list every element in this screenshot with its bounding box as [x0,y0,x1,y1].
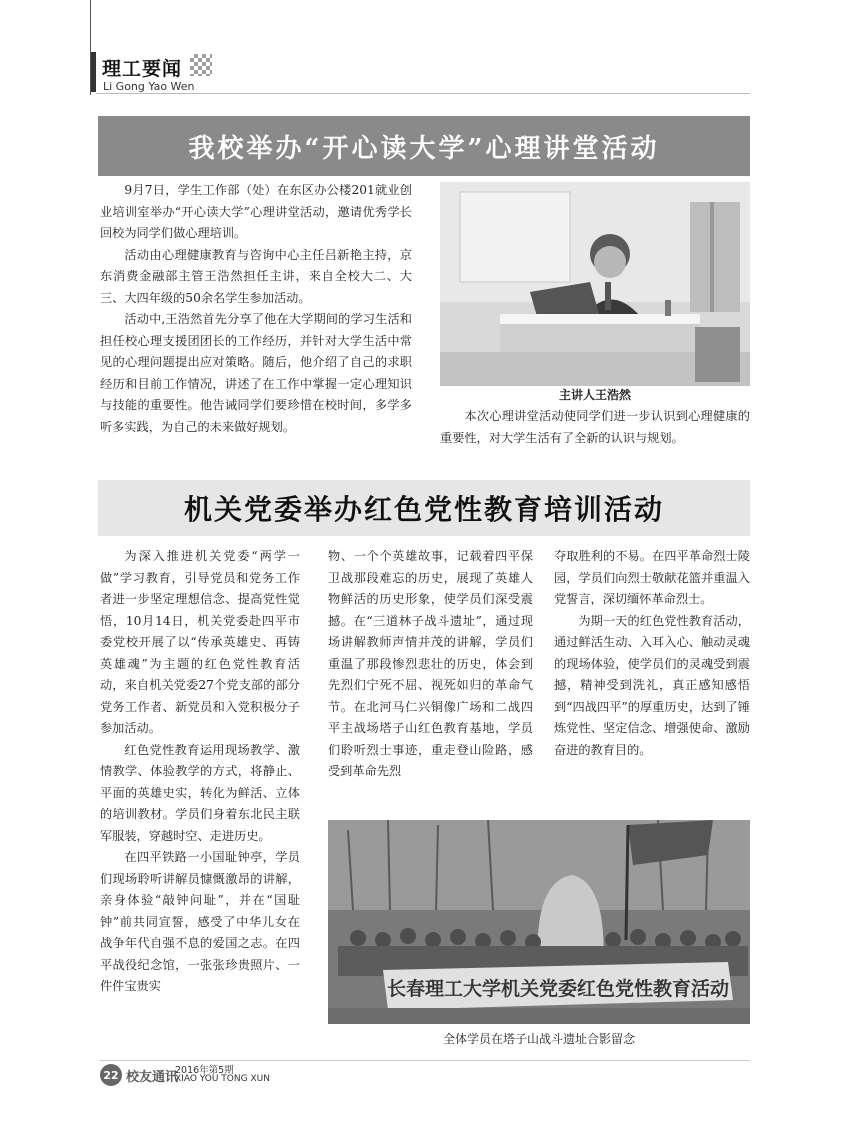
article2-column-1 [100,546,300,998]
speaker-photo [440,182,750,386]
article1-paragraph: 活动中,王浩然首先分享了他在大学期间的学习生活和担任校心理支援团团长的工作经历，并针对大学生活中常见的心理问题提出应对策略。随后，他介绍了自己的求职经历和目前工作情况，讲述了在工作中掌握一定心理知识与技能的重要性。他告诫同学们要珍惜在校时间，多学多听多实践，为自己的未来做好规划。 [100,312,412,434]
magazine-pinyin: XIAO YOU TONG XUN [175,1074,270,1084]
group-photo-banner-text: 长春理工大学机关党委红色党性教育活动 [386,978,730,1000]
article1-body [100,180,412,438]
footer-rule [100,1060,750,1061]
header-rule [96,93,750,94]
article1-conclusion [440,406,750,449]
article2-paragraph: 为深入推进机关党委“两学一做”学习教育，引导党员和党务工作者进一步坚定理想信念、提高党性觉悟，10月14日，机关党委赴四平市委党校开展了以“传承英雄史、再铸英雄魂”为主题的红色党性教育活动，来自机关党委27个党支部的部分党务工作者、新党员和入党积极分子参加活动。 [100,549,300,735]
section-title: 理工要闻 [102,58,183,80]
article2-paragraph: 物、一个个英雄故事，记载着四平保卫战那段难忘的历史，展现了英雄人物鲜活的历史形象，使学员们深受震撼。在“三道林子战斗遗址”，通过现场讲解教师声情并茂的讲解，学员们重温了那段惨烈悲壮的历史，体会到先烈们宁死不屈、视死如归的革命气节。在北河马仁兴铜像广场和二战四平主战场塔子山红色教育基地，学员们聆听烈士事迹，重走登山险路，感受到革命先烈 [328,549,533,778]
magazine-name: 校友通讯 [126,1070,179,1085]
issue-label: 2016年第5期 [175,1065,234,1076]
page-number-badge: 22 [100,1064,122,1086]
article1-conclusion-text: 本次心理讲堂活动使同学们进一步认识到心理健康的重要性，对大学生活有了全新的认识与规划。 [440,409,750,445]
article1-paragraph: 活动由心理健康教育与咨询中心主任吕新艳主持，京东消费金融部主管王浩然担任主讲，来自全校大二、大三、大四年级的50余名学生参加活动。 [100,247,412,305]
article2-column-2 [328,546,533,783]
article2-title: 机关党委举办红色党性教育培训活动 [183,493,664,526]
article2-title-banner [98,480,750,536]
speaker-photo-caption: 主讲人王浩然 [558,388,631,402]
article1-paragraph: 9月7日，学生工作部（处）在东区办公楼201就业创业培训室举办“开心读大学”心理讲堂活动，邀请优秀学长回校为同学们做心理培训。 [100,183,412,240]
section-pinyin: Li Gong Yao Wen [103,80,195,93]
group-photo-caption: 全体学员在塔子山战斗遗址合影留念 [442,1032,635,1046]
article2-paragraph: 为期一天的红色党性教育活动，通过鲜活生动、入耳入心、触动灵魂的现场体验，使学员们的灵魂受到震撼，精神受到洗礼，真正感知感悟到“四战四平”的厚重历史，达到了锤炼党性、坚定信念、增强使命、激励奋进的教育目的。 [554,613,750,757]
group-photo [328,820,750,1024]
article2-column-3 [554,546,750,761]
header-accent-bar [91,52,96,92]
article1-title-banner [98,116,750,176]
article2-paragraph: 红色党性教育运用现场教学、激情教学、体验教学的方式，将静止、平面的英雄史实，转化为鲜活、立体的培训教材。学员们身着东北民主联军服装，穿越时空、走进历史。 [100,742,300,843]
article2-paragraph: 在四平铁路一小国耻钟亭，学员们现场聆听讲解员慷慨激昂的讲解，亲身体验“敲钟问耻”，并在“国耻钟”前共同宣誓，感受了中华儿女在战争年代自强不息的爱国之志。在四平战役纪念馆，一张张珍贵照片、一件件宝贵实 [100,850,300,993]
checker-decoration-icon [190,54,212,76]
article1-title: 我校举办“开心读大学”心理讲堂活动 [188,133,660,164]
article2-paragraph: 夺取胜利的不易。在四平革命烈士陵园，学员们向烈士敬献花篮并重温入党誓言，深切缅怀革命烈士。 [554,549,750,606]
